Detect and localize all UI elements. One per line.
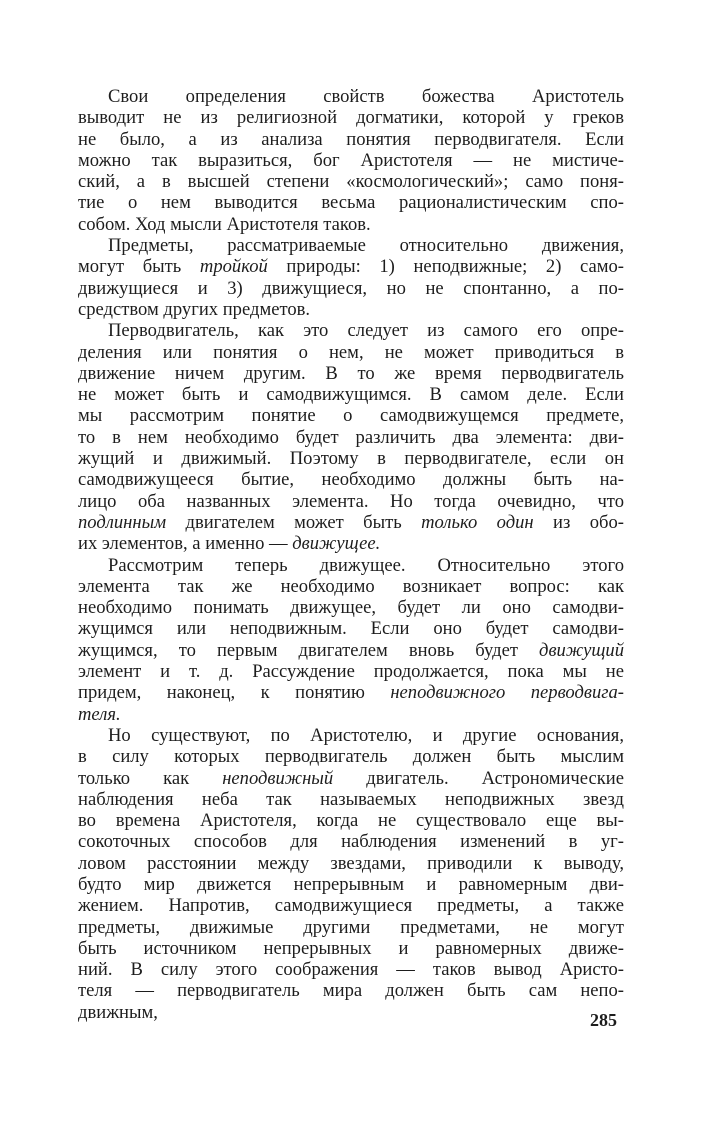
text-line: то в нем необходимо будет различить два элемента: дви- — [78, 426, 624, 448]
text-line: в силу которых перводвигатель должен быть мыслим — [78, 746, 624, 768]
text-line: жущимся, то первым двигателем вновь будет движущий — [78, 639, 624, 661]
text-line: быть источником непрерывных и равномерных движе- — [78, 937, 624, 959]
text-line: придем, наконец, к понятию неподвижного перводвига- — [78, 682, 625, 704]
text-line: элемент и т. д. Рассуждение продолжается, пока мы не — [78, 661, 624, 683]
text-line: Но существуют, по Аристотелю, и другие основания, — [108, 724, 624, 746]
paragraph — [78, 320, 624, 554]
text-line: сокоточных способов для наблюдения изменений в уг- — [78, 831, 624, 853]
text-line: предметы, движимые другими предметами, не могут — [78, 916, 624, 938]
page-number: 285 — [590, 1010, 617, 1030]
paragraph — [78, 86, 624, 235]
text-line: не может быть и самодвижущимся. В самом деле. Если — [78, 384, 624, 406]
text-line: тие о нем выводится весьма рационалистическим спо- — [78, 192, 624, 214]
text-line: мы рассмотрим понятие о самодвижущемся предмете, — [78, 405, 624, 427]
text-line: теля — перводвигатель мира должен быть сам непо- — [78, 980, 624, 1002]
text-line: движущиеся и 3) движущиеся, но не спонтанно, а по- — [78, 277, 624, 299]
text-line: жением. Напротив, самодвижущиеся предметы, а также — [78, 895, 624, 917]
text-line: ловом расстоянии между звездами, приводили к выводу, — [78, 852, 624, 874]
text-line: можно так выразиться, бог Аристотеля — не мистиче- — [78, 149, 624, 171]
page-text-block — [78, 86, 624, 1023]
text-line: жущий и движимый. Поэтому в перводвигателе, если он — [78, 448, 624, 470]
text-line: Перводвигатель, как это следует из самого его опре- — [108, 320, 624, 342]
text-line: деления или понятия о нем, не может приводиться в — [78, 341, 624, 363]
text-line: наблюдения неба так называемых неподвижных звезд — [78, 788, 624, 810]
text-line: средством других предметов. — [78, 298, 311, 320]
text-line: элемента так же необходимо возникает вопрос: как — [78, 575, 624, 597]
text-line: движным, — [78, 1001, 158, 1023]
text-line: теля. — [78, 703, 121, 725]
text-line: Предметы, рассматриваемые относительно движения, — [108, 235, 624, 257]
text-line: могут быть тройкой природы: 1) неподвижные; 2) само- — [78, 256, 624, 278]
text-line: будто мир движется непрерывным и равномерным дви- — [78, 873, 624, 895]
text-line: их элементов, а именно — движущее. — [78, 533, 381, 555]
text-line: самодвижущееся бытие, необходимо должны быть на- — [78, 469, 624, 491]
text-line: подлинным двигателем может быть только один из обо- — [78, 511, 625, 533]
text-line: лицо оба названных элемента. Но тогда очевидно, что — [78, 490, 624, 512]
text-line: ский, а в высшей степени «космологический»; само поня- — [78, 171, 624, 193]
text-line: Рассмотрим теперь движущее. Относительно этого — [108, 554, 624, 576]
paragraph — [78, 555, 624, 725]
text-line: жущимся или неподвижным. Если оно будет самодви- — [78, 618, 624, 640]
text-line: только как неподвижный двигатель. Астрономические — [78, 767, 624, 789]
text-line: движение ничем другим. В то же время перводвигатель — [78, 362, 624, 384]
paragraph — [78, 235, 624, 320]
text-line: Свои определения свойств божества Аристотель — [108, 86, 624, 107]
paragraph — [78, 725, 624, 1023]
text-line: собом. Ход мысли Аристотеля таков. — [78, 213, 371, 235]
text-line: ний. В силу этого соображения — таков вывод Аристо- — [78, 959, 624, 981]
text-line: во времена Аристотеля, когда не существовало еще вы- — [78, 810, 624, 832]
text-line: необходимо понимать движущее, будет ли оно самодви- — [78, 597, 624, 619]
text-line: выводит не из религиозной догматики, которой у греков — [78, 107, 624, 129]
text-line: не было, а из анализа понятия перводвигателя. Если — [78, 128, 624, 150]
